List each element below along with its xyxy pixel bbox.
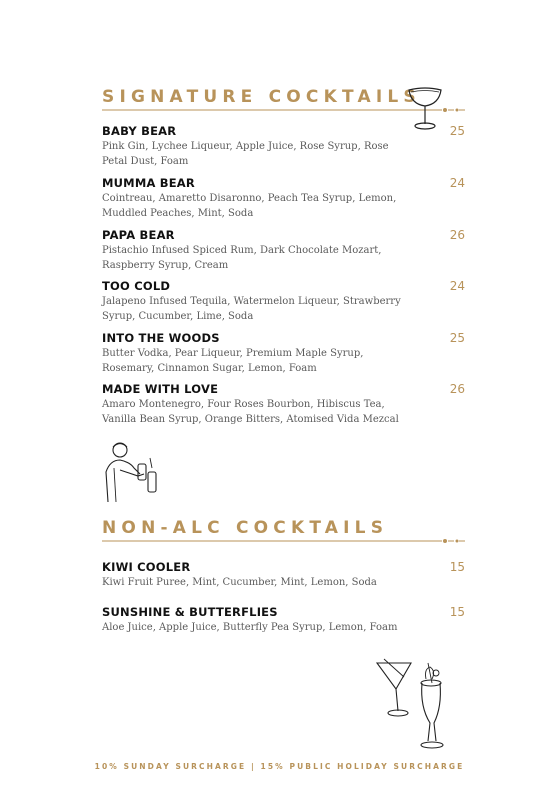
menu-item bbox=[102, 331, 465, 376]
item-name: BABY BEAR bbox=[102, 124, 177, 138]
section-title-nonalc: NON-ALC COCKTAILS bbox=[102, 518, 389, 538]
item-name: TOO COLD bbox=[102, 279, 171, 293]
surcharge-footer: 10% SUNDAY SURCHARGE | 15% PUBLIC HOLIDAY SURCHARGE bbox=[94, 762, 465, 771]
menu-item bbox=[102, 382, 465, 427]
item-price: 24 bbox=[449, 176, 465, 190]
menu-item bbox=[102, 560, 465, 591]
divider-nonalc bbox=[102, 537, 465, 545]
item-description: Aloe Juice, Apple Juice, Butterfly Pea Syrup, Lemon, Foam bbox=[102, 622, 398, 633]
item-description: Kiwi Fruit Puree, Mint, Cucumber, Mint, Lemon, Soda bbox=[102, 577, 377, 588]
item-description: Cointreau, Amaretto Disaronno, Peach Tea Syrup, Lemon, Muddled Peaches, Mint, Soda bbox=[102, 193, 397, 219]
menu-item bbox=[102, 176, 465, 221]
item-name: INTO THE WOODS bbox=[102, 331, 220, 345]
item-price: 24 bbox=[449, 279, 465, 293]
item-description: Jalapeno Infused Tequila, Watermelon Liqueur, Strawberry Syrup, Cucumber, Lime, Soda bbox=[102, 296, 401, 322]
item-price: 15 bbox=[449, 605, 465, 619]
item-price: 26 bbox=[449, 228, 465, 242]
item-description: Amaro Montenegro, Four Roses Bourbon, Hibiscus Tea, Vanilla Bean Syrup, Orange Bitters, Atomised Vida Mezcal bbox=[102, 399, 399, 425]
menu-item bbox=[102, 228, 465, 273]
item-description: Pistachio Infused Spiced Rum, Dark Chocolate Mozart, Raspberry Syrup, Cream bbox=[102, 245, 382, 271]
item-price: 26 bbox=[449, 382, 465, 396]
cocktail-glasses-illustration bbox=[374, 657, 454, 752]
menu-item bbox=[102, 279, 465, 324]
item-price: 25 bbox=[449, 124, 465, 138]
item-description: Pink Gin, Lychee Liqueur, Apple Juice, Rose Syrup, Rose Petal Dust, Foam bbox=[102, 141, 389, 167]
item-name: KIWI COOLER bbox=[102, 560, 191, 574]
item-name: MADE WITH LOVE bbox=[102, 382, 219, 396]
bartender-illustration bbox=[100, 438, 166, 504]
section-title-signature: SIGNATURE COCKTAILS bbox=[102, 87, 421, 107]
item-name: SUNSHINE & BUTTERFLIES bbox=[102, 605, 278, 619]
item-name: MUMMA BEAR bbox=[102, 176, 195, 190]
menu-item bbox=[102, 124, 465, 169]
item-name: PAPA BEAR bbox=[102, 228, 175, 242]
item-price: 25 bbox=[449, 331, 465, 345]
menu-item bbox=[102, 605, 465, 636]
item-description: Butter Vodka, Pear Liqueur, Premium Maple Syrup, Rosemary, Cinnamon Sugar, Lemon, Foam bbox=[102, 348, 364, 374]
item-price: 15 bbox=[449, 560, 465, 574]
